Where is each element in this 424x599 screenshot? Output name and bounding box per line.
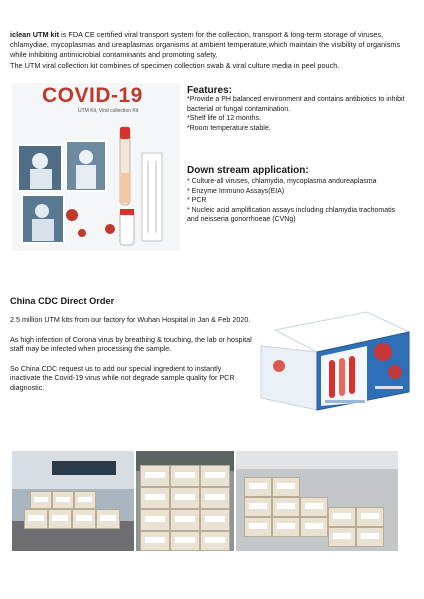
carton xyxy=(30,491,52,509)
brand-name: iclean UTM kit xyxy=(10,30,60,39)
intro-line-1-rest: is FDA CE certified viral transport system for the collection, transport & long-term storage of viruses, chlamydiae, mycoplasmas and ureaplasmas organisms at ambient temperature,which maintain the visibility of organisms while inhibiting antimicrobial contaminants and promoting safety. xyxy=(10,30,401,60)
warehouse-photo-1 xyxy=(136,451,234,551)
carton xyxy=(244,497,272,517)
downstream-item: and neisseria gonorrhoeae (CVNg) xyxy=(187,216,296,224)
intro-paragraph xyxy=(10,30,415,71)
carton xyxy=(356,507,384,527)
carton xyxy=(328,527,356,547)
carton xyxy=(52,491,74,509)
warehouse-photo-2 xyxy=(236,451,398,551)
features-section xyxy=(187,86,412,133)
carton xyxy=(200,487,230,509)
carton xyxy=(140,465,170,487)
downstream-heading: Down stream application: xyxy=(187,165,309,176)
carton xyxy=(140,531,170,551)
downstream-section xyxy=(187,166,412,224)
feature-item: *Room temperature stable. xyxy=(187,124,271,132)
carton xyxy=(200,531,230,551)
carton xyxy=(170,487,200,509)
carton xyxy=(170,531,200,551)
product-box-graphic xyxy=(255,306,415,416)
feature-item: *Provide a PH balanced environment and contains antibiotics to inhibit bacterial or fungal contamination. xyxy=(187,96,405,113)
cdc-paragraph-2: As high infection of Corona virus by breathing & touching, the lab or hospital staff may be infected when processing the sample. xyxy=(10,334,252,353)
downstream-item: * PCR xyxy=(187,197,207,205)
carton xyxy=(356,527,384,547)
office-photo xyxy=(12,451,134,551)
product-box-image xyxy=(255,306,415,416)
carton xyxy=(170,509,200,531)
carton xyxy=(244,517,272,537)
cdc-paragraph-3: So China CDC request us to add our special ingredient to instantly inactivate the Covid-19 virus while not degrade sample quality for PCR diagnostic. xyxy=(10,363,235,392)
cdc-paragraph-1: 2.5 million UTM kits from our factory for Wuhan Hospital in Jan & Feb 2020. xyxy=(10,315,251,324)
downstream-item: * Culture-all viruses, chlamydia, mycoplasma andureaplasma xyxy=(187,178,377,186)
carton xyxy=(170,465,200,487)
carton xyxy=(96,509,120,529)
downstream-item: * Enzyme Immuno Assays(EIA) xyxy=(187,187,285,195)
cdc-title: China CDC Direct Order xyxy=(10,296,115,306)
carton xyxy=(24,509,48,529)
feature-item: *Shelf life of 12 months. xyxy=(187,115,261,123)
carton xyxy=(200,509,230,531)
carton xyxy=(272,497,300,517)
intro-line-2: The UTM viral collection kit combines of specimen collection swab & viral culture media in peel pouch. xyxy=(10,60,340,70)
carton xyxy=(272,517,300,537)
carton xyxy=(200,465,230,487)
carton xyxy=(300,497,328,517)
carton xyxy=(72,509,96,529)
carton xyxy=(272,477,300,497)
cdc-text xyxy=(10,315,252,402)
kit-subtitle: UTM Kit, Viral collection Kit xyxy=(78,108,139,114)
carton xyxy=(140,487,170,509)
features-heading: Features: xyxy=(187,85,233,96)
kit-title: COVID-19 xyxy=(42,84,143,107)
carton xyxy=(244,477,272,497)
carton xyxy=(48,509,72,529)
carton xyxy=(74,491,96,509)
carton xyxy=(140,509,170,531)
carton xyxy=(300,517,328,537)
intro-line-1 xyxy=(10,30,415,61)
carton xyxy=(328,507,356,527)
downstream-item: * Nucleic acid amplification assays including chlamydia trachomatis xyxy=(187,206,396,214)
